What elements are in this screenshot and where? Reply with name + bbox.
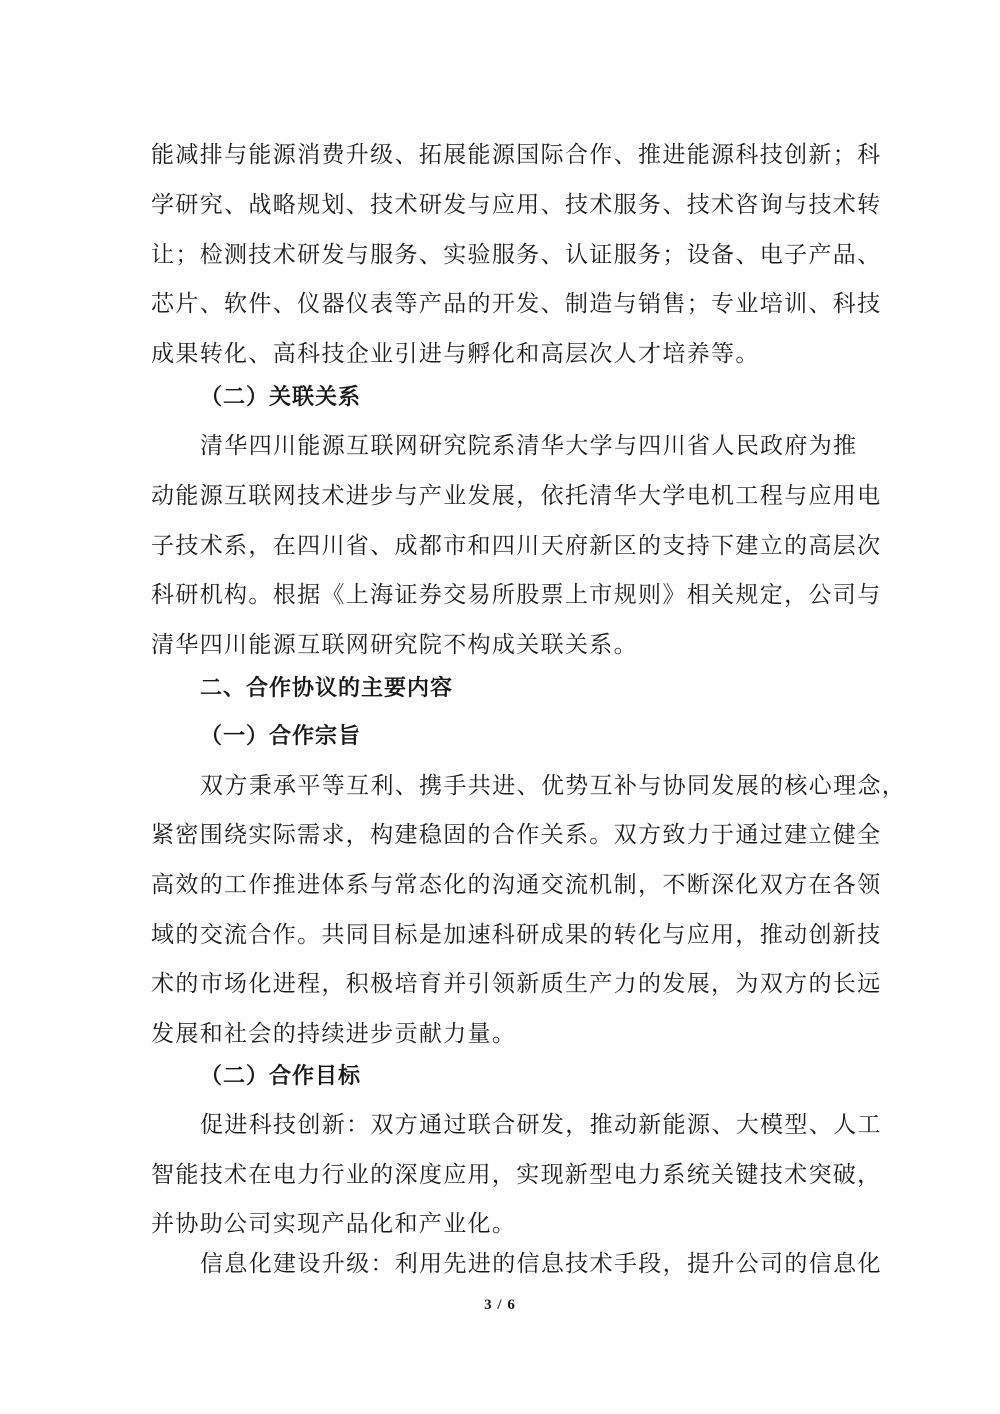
body-text-line: 动能源互联网技术进步与产业发展，依托清华大学电机工程与应用电 [151,483,882,509]
body-text-line: 学研究、战略规划、技术研发与应用、技术服务、技术咨询与技术转 [151,192,882,218]
body-text-line: 科研机构。根据《上海证券交易所股票上市规则》相关规定，公司与 [151,582,882,608]
body-text-line: 发展和社会的持续进步贡献力量。 [151,1021,517,1047]
body-text-line: 紧密围绕实际需求，构建稳固的合作关系。双方致力于通过建立健全 [151,822,882,848]
body-text-line: 清华四川能源互联网研究院系清华大学与四川省人民政府为推 [200,433,858,459]
body-text-line: 并协助公司实现产品化和产业化。 [151,1211,517,1237]
body-text-line: 智能技术在电力行业的深度应用，实现新型电力系统关键技术突破， [151,1162,882,1188]
body-text-line: 清华四川能源互联网研究院不构成关联关系。 [151,632,638,658]
body-text-line: 让；检测技术研发与服务、实验服务、认证服务；设备、电子产品、 [151,242,882,268]
body-text-line: 术的市场化进程，积极培育并引领新质生产力的发展，为双方的长远 [151,971,882,997]
body-text-line: 促进科技创新：双方通过联合研发，推动新能源、大模型、人工 [200,1112,882,1138]
body-text-line: 高效的工作推进体系与常态化的沟通交流机制，不断深化双方在各领 [151,872,882,898]
section-heading-related-relationship: （二）关联关系 [200,385,362,410]
body-text-line: 信息化建设升级：利用先进的信息技术手段，提升公司的信息化 [200,1251,882,1277]
body-text-line: 域的交流合作。共同目标是加速科研成果的转化与应用，推动创新技 [151,922,882,948]
body-text-line: 芯片、软件、仪器仪表等产品的开发、制造与销售；专业培训、科技 [151,291,882,317]
body-text-line: 子技术系，在四川省、成都市和四川天府新区的支持下建立的高层次 [151,533,882,559]
body-text-line: 成果转化、高科技企业引进与孵化和高层次人才培养等。 [151,341,760,367]
section-heading-cooperation-purpose: （一）合作宗旨 [200,724,362,749]
body-text-line: 双方秉承平等互利、携手共进、优势互补与协同发展的核心理念， [200,773,907,799]
section-heading-cooperation-goals: （二）合作目标 [200,1064,362,1089]
section-heading-agreement-content: 二、合作协议的主要内容 [200,676,454,701]
body-text-line: 能减排与能源消费升级、拓展能源国际合作、推进能源科技创新；科 [151,142,882,168]
page-number: 3 / 6 [484,1297,516,1313]
